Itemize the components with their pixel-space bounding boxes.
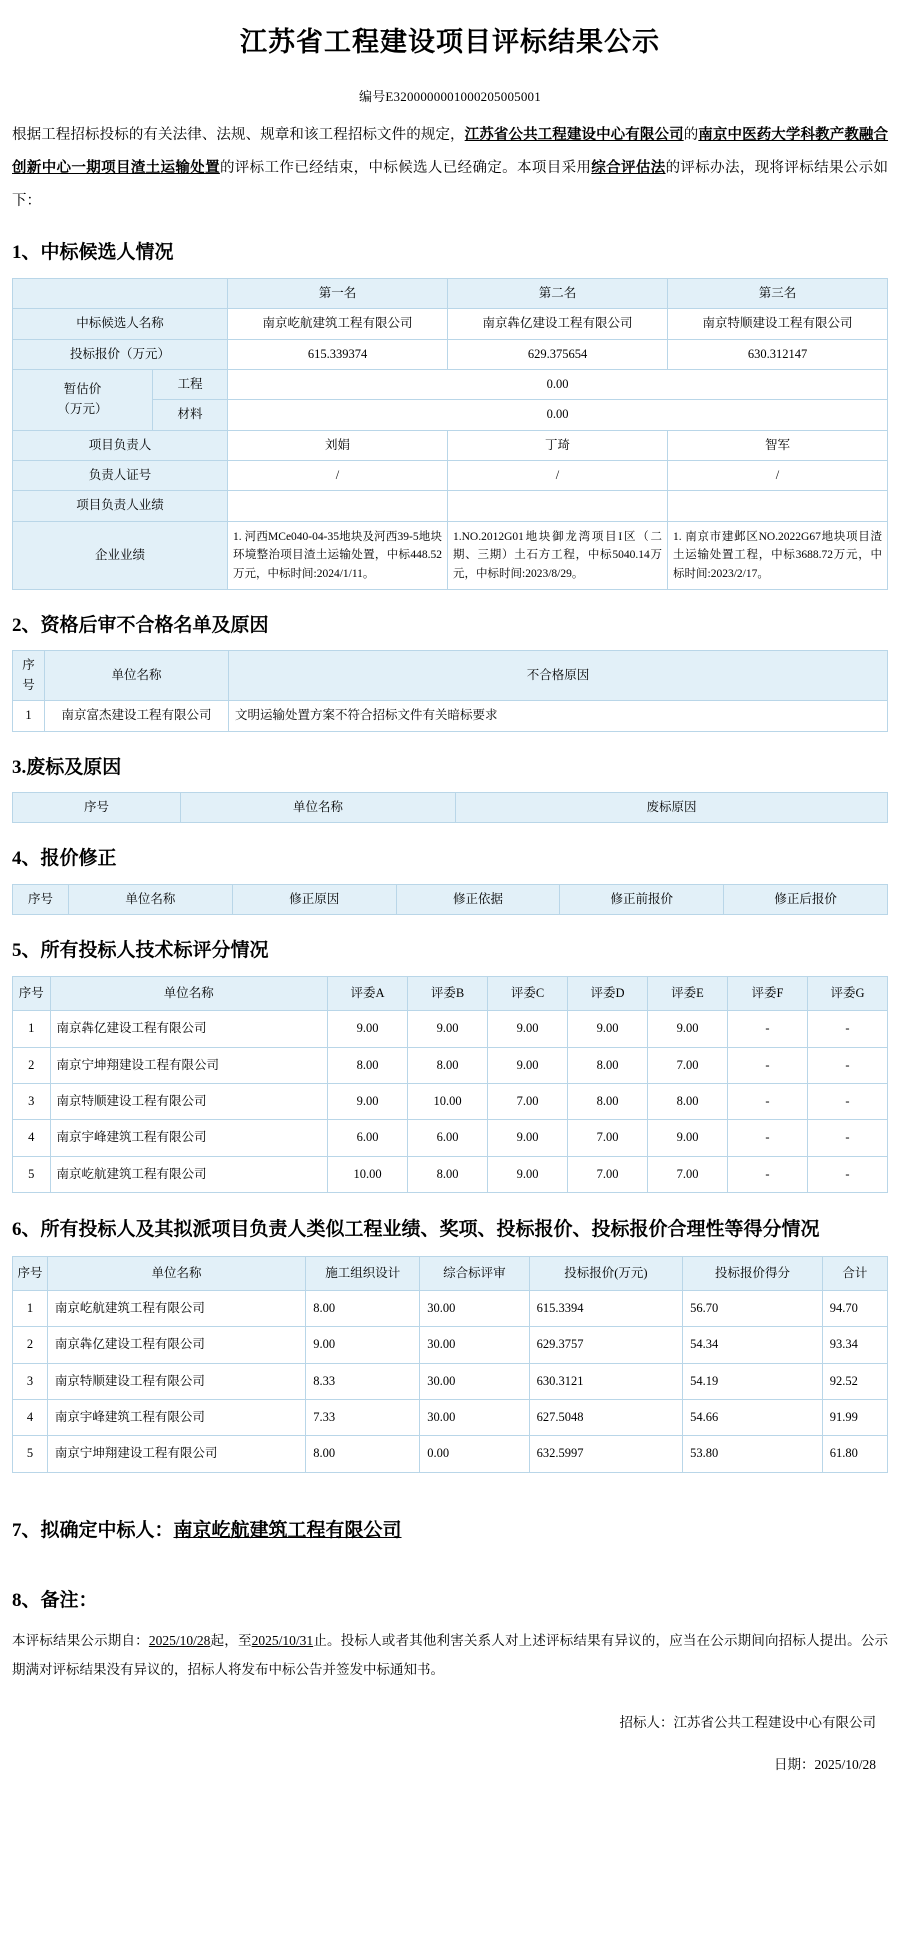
spacer	[12, 1477, 888, 1495]
section-3-heading: 3.废标及原因	[12, 756, 122, 778]
candidates-table	[12, 278, 888, 590]
col-judge-d: 评委D	[568, 976, 648, 1010]
cell-score: 7.00	[648, 1156, 728, 1192]
cell-company: 南京宇峰建筑工程有限公司	[50, 1120, 328, 1156]
evaluation-method: 综合评估法	[591, 160, 666, 177]
cell-index: 1	[13, 1290, 48, 1326]
notice-text-3: 止。投标人或者其他利害关系人对上述评标结果有异议的，应当在公示期间向招标人提出。公示期满对评标结果没有异议的，招标人将发布中标公告并签发中标通知书。	[12, 1632, 889, 1678]
cell-company: 南京特顺建设工程有限公司	[47, 1363, 305, 1399]
col-judge-f: 评委F	[728, 976, 808, 1010]
notice-start-date: 2025/10/28	[148, 1632, 211, 1648]
cell-score: 8.00	[408, 1156, 488, 1192]
cell-score: 9.00	[328, 1083, 408, 1119]
winner-name: 南京屹航建筑工程有限公司	[173, 1519, 402, 1541]
page-title: 江苏省工程建设项目评标结果公示	[240, 27, 660, 57]
cell-company: 南京特顺建设工程有限公司	[50, 1083, 328, 1119]
cell-bid-price: 632.5997	[529, 1436, 683, 1472]
cell-index: 5	[13, 1436, 48, 1472]
cell-company: 南京富杰建设工程有限公司	[45, 701, 229, 731]
notice-text-1: 本评标结果公示期自：	[12, 1632, 149, 1648]
table-row	[13, 1363, 888, 1399]
cell-index: 3	[13, 1363, 48, 1399]
cell-total: 94.70	[822, 1290, 887, 1326]
cell-company: 南京屹航建筑工程有限公司	[47, 1290, 305, 1326]
cell-score: 9.00	[488, 1011, 568, 1047]
cell-index: 1	[13, 1011, 51, 1047]
cell-score: 9.00	[568, 1011, 648, 1047]
cell-review-score: 30.00	[420, 1290, 529, 1326]
cell-index: 4	[13, 1400, 48, 1436]
table-row-manager-cert	[13, 461, 888, 491]
col-correction-basis: 修正依据	[396, 884, 560, 914]
col-company: 单位名称	[50, 976, 328, 1010]
candidates-table-wrap	[12, 278, 888, 590]
cell-score: 9.00	[488, 1120, 568, 1156]
disqualified-table	[12, 650, 888, 731]
table-row-project-manager	[13, 430, 888, 460]
cell-score: 7.00	[568, 1156, 648, 1192]
cell-score: 9.00	[328, 1011, 408, 1047]
cell-score: -	[728, 1120, 808, 1156]
cell-price-score: 54.34	[683, 1327, 823, 1363]
col-company: 单位名称	[45, 651, 229, 701]
col-index: 序号	[13, 884, 69, 914]
cell-design-score: 8.00	[306, 1290, 420, 1326]
cell-score: -	[808, 1120, 888, 1156]
table-row	[13, 1290, 888, 1326]
row-label: 投标报价（万元）	[13, 339, 228, 369]
col-bid-price: 投标报价(万元)	[529, 1256, 683, 1290]
technical-scores-table	[12, 976, 888, 1193]
cell-price-score: 54.66	[683, 1400, 823, 1436]
cell-value: /	[448, 461, 668, 491]
cell-value: 1. 河西MCe040-04-35地块及河西39-5地块环境整治项目渣土运输处置，中标448.52万元，中标时间:2024/1/11。	[228, 521, 448, 589]
table-header-row	[13, 1256, 888, 1290]
cell-value: /	[228, 461, 448, 491]
row-label: 中标候选人名称	[13, 309, 228, 339]
tenderer-name-link: 江苏省公共工程建设中心有限公司	[464, 127, 684, 144]
cell-score: -	[728, 1011, 808, 1047]
col-judge-e: 评委E	[648, 976, 728, 1010]
table-row	[13, 1011, 888, 1047]
col-price-after: 修正后报价	[724, 884, 888, 914]
cell-score: -	[808, 1083, 888, 1119]
cell-review-score: 30.00	[420, 1363, 529, 1399]
cell-score: 10.00	[408, 1083, 488, 1119]
col-rank-1: 第一名	[228, 278, 448, 308]
cell-total: 93.34	[822, 1327, 887, 1363]
cell-score: 8.00	[328, 1047, 408, 1083]
section-5-heading: 5、所有投标人技术标评分情况	[12, 940, 269, 962]
notice-paragraph	[12, 1626, 888, 1685]
cell-score: 10.00	[328, 1156, 408, 1192]
col-company: 单位名称	[181, 793, 456, 823]
cell-score: 9.00	[648, 1011, 728, 1047]
col-judge-g: 评委G	[808, 976, 888, 1010]
cell-value: 615.339374	[228, 339, 448, 369]
col-company: 单位名称	[69, 884, 233, 914]
cell-score: 8.00	[648, 1083, 728, 1119]
row-label-estimate	[13, 369, 153, 430]
cell-score: -	[728, 1156, 808, 1192]
table-row	[13, 701, 888, 731]
section-4-heading: 4、报价修正	[12, 848, 117, 870]
comprehensive-scores-table	[12, 1256, 888, 1473]
cell-company: 南京犇亿建设工程有限公司	[50, 1011, 328, 1047]
cell-value: 智军	[668, 430, 888, 460]
cell-total: 61.80	[822, 1436, 887, 1472]
date-line: 日期：2025/10/28	[773, 1757, 876, 1773]
cell-index: 3	[13, 1083, 51, 1119]
col-correction-reason: 修正原因	[232, 884, 396, 914]
table-row	[13, 1400, 888, 1436]
cell-value	[228, 491, 448, 521]
estimate-label-line-1: 暂估价	[63, 382, 102, 397]
table-header-row	[13, 793, 888, 823]
cell-index: 1	[13, 701, 45, 731]
section-1-heading: 1、中标候选人情况	[12, 242, 174, 264]
section-6-heading: 6、所有投标人及其拟派项目负责人类似工程业绩、奖项、投标报价、投标报价合理性等得分情况	[12, 1219, 820, 1241]
rejected-table-wrap	[12, 792, 888, 823]
cell-value: 刘娟	[228, 430, 448, 460]
cell-bid-price: 629.3757	[529, 1327, 683, 1363]
cell-design-score: 8.33	[306, 1363, 420, 1399]
table-header-row	[13, 884, 888, 914]
row-label: 项目负责人	[13, 430, 228, 460]
col-comprehensive-review: 综合标评审	[420, 1256, 529, 1290]
cell-score: 7.00	[568, 1120, 648, 1156]
col-price-before: 修正前报价	[560, 884, 724, 914]
cell-score: 9.00	[408, 1011, 488, 1047]
col-index: 序号	[13, 651, 45, 701]
row-label: 项目负责人业绩	[13, 491, 228, 521]
table-row-estimate-engineering	[13, 369, 888, 399]
cell-design-score: 9.00	[306, 1327, 420, 1363]
estimate-label-line-2: （万元）	[57, 401, 108, 416]
intro-paragraph	[12, 119, 888, 217]
cell-company: 南京宁坤翔建设工程有限公司	[47, 1436, 305, 1472]
cell-value: 丁琦	[448, 430, 668, 460]
rejected-table	[12, 792, 888, 823]
sub-label: 材料	[153, 400, 228, 430]
section-7-label: 7、拟确定中标人：	[12, 1519, 174, 1541]
cell-value: 630.312147	[668, 339, 888, 369]
table-row	[13, 1156, 888, 1192]
col-index: 序号	[13, 793, 181, 823]
price-correction-table-wrap	[12, 884, 888, 915]
cell-price-score: 54.19	[683, 1363, 823, 1399]
cell-company: 南京屹航建筑工程有限公司	[50, 1156, 328, 1192]
cell-bid-price: 615.3394	[529, 1290, 683, 1326]
table-header-row	[13, 976, 888, 1010]
cell-value: 0.00	[228, 400, 888, 430]
cell-value	[668, 491, 888, 521]
cell-score: 9.00	[488, 1047, 568, 1083]
col-index: 序号	[13, 976, 51, 1010]
col-company: 单位名称	[47, 1256, 305, 1290]
cell-value: /	[668, 461, 888, 491]
cell-design-score: 8.00	[306, 1436, 420, 1472]
cell-review-score: 30.00	[420, 1400, 529, 1436]
cell-price-score: 56.70	[683, 1290, 823, 1326]
project-name-link: 南京中医药大学科教产教融合创新中心一期项目渣土运输处置	[12, 127, 889, 177]
section-8-heading: 8、备注：	[12, 1590, 98, 1612]
cell-score: 6.00	[408, 1120, 488, 1156]
table-header-row	[13, 651, 888, 701]
table-row	[13, 1436, 888, 1472]
col-bid-price-score: 投标报价得分	[683, 1256, 823, 1290]
document-code: 编号E3200000001000205005001	[359, 89, 541, 105]
signer-line: 招标人：江苏省公共工程建设中心有限公司	[619, 1715, 876, 1731]
cell-score: 8.00	[568, 1083, 648, 1119]
price-correction-table	[12, 884, 888, 915]
table-header-row	[13, 278, 888, 308]
col-index: 序号	[13, 1256, 48, 1290]
cell-index: 2	[13, 1327, 48, 1363]
cell-value: 1. 南京市建邺区NO.2022G67地块项目渣土运输处置工程，中标3688.72万元，中标时间:2023/2/17。	[668, 521, 888, 589]
cell-score: -	[728, 1083, 808, 1119]
document-page	[0, 24, 900, 1787]
table-row	[13, 1083, 888, 1119]
cell-company: 南京宇峰建筑工程有限公司	[47, 1400, 305, 1436]
col-judge-c: 评委C	[488, 976, 568, 1010]
col-judge-b: 评委B	[408, 976, 488, 1010]
row-label: 负责人证号	[13, 461, 228, 491]
disqualified-table-wrap	[12, 650, 888, 731]
cell-value: 南京特顺建设工程有限公司	[668, 309, 888, 339]
table-row	[13, 1120, 888, 1156]
cell-value: 1.NO.2012G01地块御龙湾项目I区（二期、三期）土石方工程，中标5040.14万元，中标时间:2023/8/29。	[448, 521, 668, 589]
cell-company: 南京犇亿建设工程有限公司	[47, 1327, 305, 1363]
col-rank-3: 第三名	[668, 278, 888, 308]
table-row	[13, 1047, 888, 1083]
cell-bid-price: 627.5048	[529, 1400, 683, 1436]
table-row-company-performance	[13, 521, 888, 589]
col-judge-a: 评委A	[328, 976, 408, 1010]
cell-score: 9.00	[488, 1156, 568, 1192]
intro-text-2: 的	[683, 127, 699, 144]
cell-value: 0.00	[228, 369, 888, 399]
cell-index: 5	[13, 1156, 51, 1192]
cell-bid-price: 630.3121	[529, 1363, 683, 1399]
intro-text-1: 根据工程招标投标的有关法律、法规、规章和该工程招标文件的规定，	[12, 127, 465, 144]
comprehensive-scores-table-wrap	[12, 1256, 888, 1473]
spacer	[12, 1555, 888, 1565]
section-2-heading: 2、资格后审不合格名单及原因	[12, 614, 269, 636]
sub-label: 工程	[153, 369, 228, 399]
col-reason: 废标原因	[456, 793, 888, 823]
intro-text-4: 的评标办法，现将评标结果公示如下：	[12, 160, 889, 209]
cell-value: 南京屹航建筑工程有限公司	[228, 309, 448, 339]
cell-score: -	[808, 1156, 888, 1192]
cell-score: -	[808, 1011, 888, 1047]
cell-score: -	[808, 1047, 888, 1083]
cell-value: 南京犇亿建设工程有限公司	[448, 309, 668, 339]
cell-index: 2	[13, 1047, 51, 1083]
cell-company: 南京宁坤翔建设工程有限公司	[50, 1047, 328, 1083]
notice-text-2: 起，至	[210, 1632, 252, 1648]
cell-score: 7.00	[488, 1083, 568, 1119]
cell-value: 629.375654	[448, 339, 668, 369]
technical-scores-table-wrap	[12, 976, 888, 1193]
cell-price-score: 53.80	[683, 1436, 823, 1472]
cell-index: 4	[13, 1120, 51, 1156]
cell-review-score: 0.00	[420, 1436, 529, 1472]
cell-score: -	[728, 1047, 808, 1083]
col-total: 合计	[822, 1256, 887, 1290]
cell-total: 92.52	[822, 1363, 887, 1399]
intro-text-3: 的评标工作已经结束，中标候选人已经确定。本项目采用	[219, 160, 592, 177]
cell-value	[448, 491, 668, 521]
table-row-manager-performance	[13, 491, 888, 521]
notice-end-date: 2025/10/31	[251, 1632, 314, 1648]
cell-total: 91.99	[822, 1400, 887, 1436]
col-blank	[13, 278, 228, 308]
cell-reason: 文明运输处置方案不符合招标文件有关暗标要求	[229, 701, 888, 731]
cell-score: 8.00	[568, 1047, 648, 1083]
col-rank-2: 第二名	[448, 278, 668, 308]
table-row	[13, 1327, 888, 1363]
cell-score: 6.00	[328, 1120, 408, 1156]
cell-score: 7.00	[648, 1047, 728, 1083]
col-reason: 不合格原因	[229, 651, 888, 701]
table-row-candidate-name	[13, 309, 888, 339]
cell-score: 9.00	[648, 1120, 728, 1156]
table-row-bid-price	[13, 339, 888, 369]
cell-review-score: 30.00	[420, 1327, 529, 1363]
col-construction-design: 施工组织设计	[306, 1256, 420, 1290]
section-7-heading	[12, 1517, 888, 1546]
row-label: 企业业绩	[13, 521, 228, 589]
cell-design-score: 7.33	[306, 1400, 420, 1436]
cell-score: 8.00	[408, 1047, 488, 1083]
